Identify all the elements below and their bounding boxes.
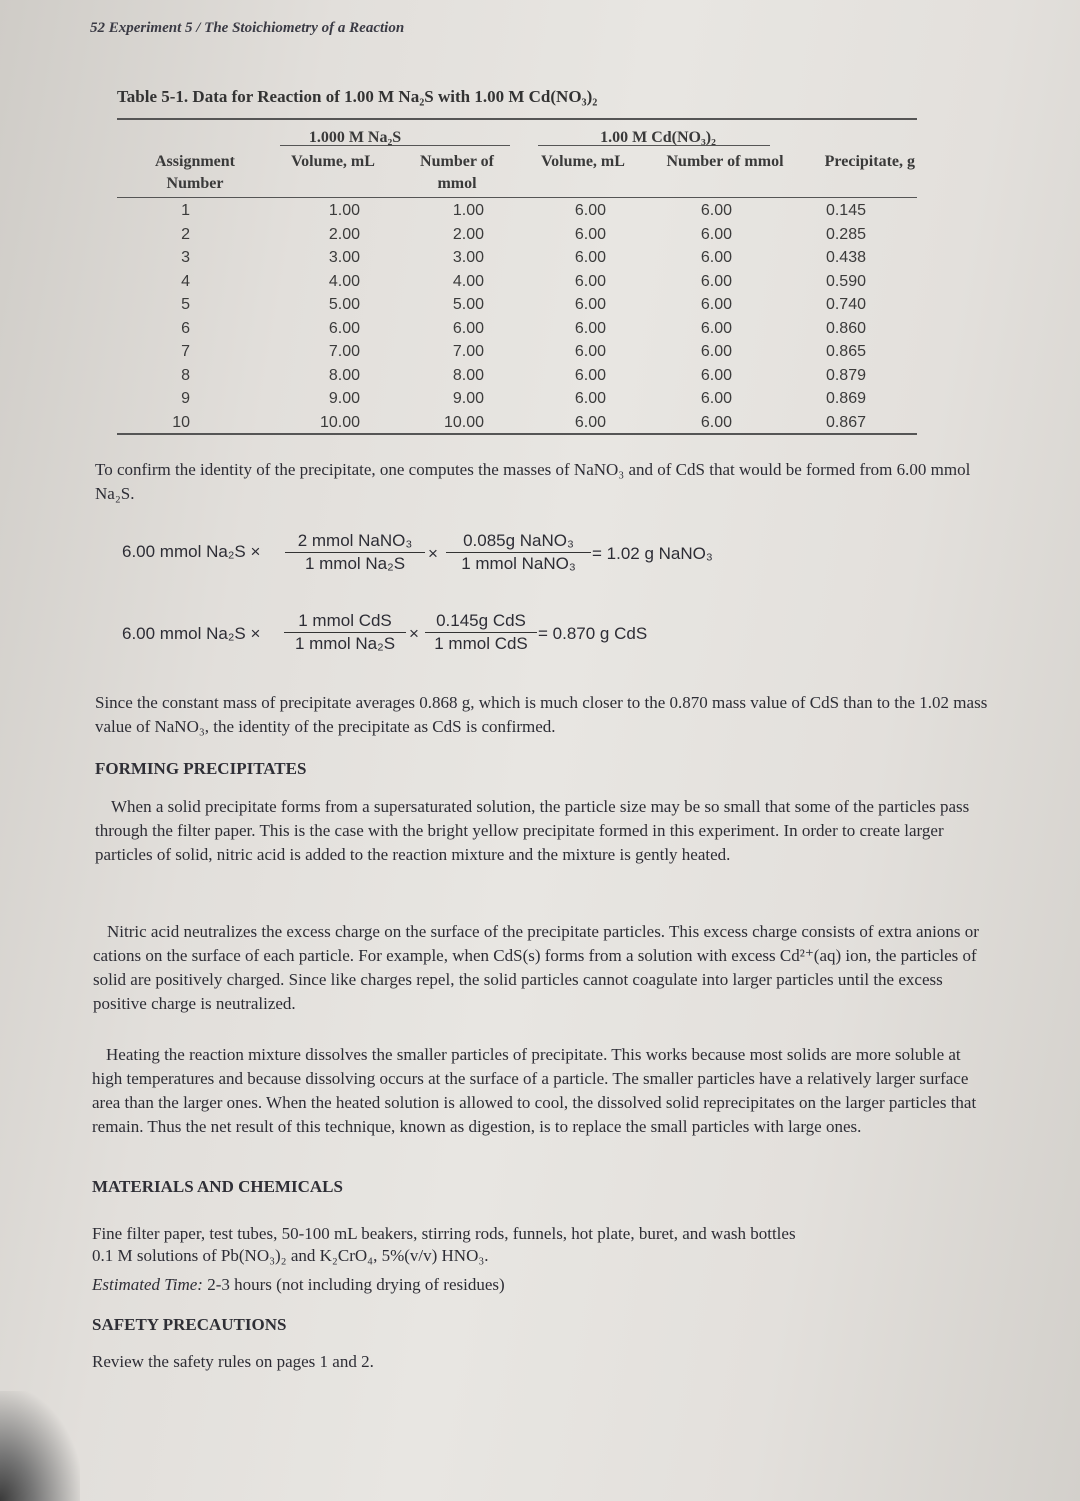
table-cell: 6.00 xyxy=(700,319,732,337)
calc1-factor1 xyxy=(285,530,425,575)
table-cell: 6.00 xyxy=(328,319,360,337)
col-header-na2s-volume: Volume, mL xyxy=(291,153,375,170)
table-cell: 8.00 xyxy=(328,366,360,384)
table-cell: 7 xyxy=(181,343,190,360)
cd-group-header: 1.00 M Cd(NO₃)₂ xyxy=(600,129,716,146)
table-cell: 6.00 xyxy=(700,296,732,313)
table-cell: 6.00 xyxy=(700,225,732,243)
calc1-factor1-denominator: 1 mmol Na₂S xyxy=(304,554,406,573)
table-cell: 6.00 xyxy=(700,272,732,290)
col-header-precipitate: Precipitate, g xyxy=(824,153,915,170)
table-header-rule xyxy=(117,197,917,198)
table-cell: 10.00 xyxy=(443,413,484,431)
estimated-time-value: 2-3 hours (not including drying of residues) xyxy=(207,1275,505,1294)
table-cell: 9 xyxy=(181,390,190,407)
table-cell: 7.00 xyxy=(452,343,484,360)
table-cell: 10.00 xyxy=(319,413,360,431)
table-cell: 2.00 xyxy=(328,225,360,243)
table-cell: 5 xyxy=(181,296,190,313)
estimated-time-label: Estimated Time: xyxy=(92,1275,203,1294)
table-cell: 8.00 xyxy=(452,366,484,384)
intro-paragraph: To confirm the identity of the precipitate, one computes the masses of NaNO₃ and of CdS that would be formed from 6.00 mmol Na₂S. xyxy=(95,460,971,503)
table-cell: 1.00 xyxy=(328,202,360,219)
col-header-cd-mmol: Number of mmol xyxy=(666,153,784,170)
table-title: Table 5-1. Data for Reaction of 1.00 M Na₂S with 1.00 M Cd(NO₃)₂ xyxy=(117,87,598,106)
calc1-factor2-numerator: 0.085g NaNO₃ xyxy=(446,530,591,553)
table-cell: 2 xyxy=(181,225,190,243)
calc1-times: × xyxy=(428,544,438,563)
table-cell: 0.740 xyxy=(825,296,866,313)
conclusion-paragraph: Since the constant mass of precipitate averages 0.868 g, which is much closer to the 0.870 mass value of CdS than to the 1.02 mass value of NaNO₃, the identity of the precipitate as CdS is confirmed. xyxy=(95,693,988,736)
table-cell: 3 xyxy=(181,249,190,266)
calc2-times: × xyxy=(409,624,419,643)
calc2-factor1 xyxy=(284,610,406,655)
table-cell: 9.00 xyxy=(452,390,484,407)
table-cell: 0.867 xyxy=(825,413,866,431)
table-cell: 2.00 xyxy=(452,225,484,243)
hand-shadow xyxy=(0,1391,80,1501)
table-cell: 6.00 xyxy=(574,272,606,290)
table-cell: 8 xyxy=(181,366,190,384)
calc2-factor2 xyxy=(425,610,537,655)
table-cell: 6.00 xyxy=(700,390,732,407)
table-cell: 6 xyxy=(181,319,190,337)
table-cell: 6.00 xyxy=(574,390,606,407)
table-cell: 6.00 xyxy=(700,413,732,431)
table-cell: 0.590 xyxy=(825,272,866,290)
calc2-result: = 0.870 g CdS xyxy=(538,624,648,643)
table-cell: 6.00 xyxy=(574,343,606,360)
table-cell: 1 xyxy=(181,202,190,219)
na2s-group-header: 1.000 M Na₂S xyxy=(308,129,402,146)
table-cell: 5.00 xyxy=(328,296,360,313)
table-cell: 6.00 xyxy=(452,319,484,337)
table-cell: 0.869 xyxy=(825,390,866,407)
table-cell: 6.00 xyxy=(700,343,732,360)
materials-line-1: Fine filter paper, test tubes, 50-100 mL beakers, stirring rods, funnels, hot plate, buret, and wash bottles xyxy=(92,1224,796,1243)
col-header-assignment: Assignment Number xyxy=(154,153,235,192)
table-cell: 4.00 xyxy=(452,272,484,290)
table-cell: 6.00 xyxy=(700,249,732,266)
table-cell: 6.00 xyxy=(574,249,606,266)
table-cell: 0.860 xyxy=(825,319,866,337)
table-cell: 6.00 xyxy=(700,202,732,219)
table-cell: 3.00 xyxy=(452,249,484,266)
forming-paragraph-1: When a solid precipitate forms from a supersaturated solution, the particle size may be so small that some of the particles pass through the filter paper. This is the case with the bright yellow precipitate formed in this experiment. In order to create larger particles of solid, nitric acid is added to the reaction mixture and the mixture is gently heated. xyxy=(95,797,970,864)
safety-text: Review the safety rules on pages 1 and 2. xyxy=(92,1352,374,1371)
table-cell: 1.00 xyxy=(452,202,484,219)
table-cell: 4.00 xyxy=(328,272,360,290)
calc2-lead: 6.00 mmol Na₂S × xyxy=(122,624,261,643)
table-cell: 0.438 xyxy=(825,249,866,266)
table-cell: 6.00 xyxy=(574,319,606,337)
materials-line-2: 0.1 M solutions of Pb(NO₃)₂ and K₂CrO₄, 5%(v/v) HNO₃. xyxy=(92,1246,489,1265)
table-cell: 6.00 xyxy=(574,296,606,313)
forming-paragraph-3: Heating the reaction mixture dissolves the smaller particles of precipitate. This works because most solids are more soluble at high temperatures and because dissolving occurs at the surface of a particle. The smaller particles have a relatively larger surface area than the larger ones. When the heated solution is allowed to cool, the dissolved solid reprecipitates on the larger particles that remain. Thus the net result of this technique, known as digestion, is to replace the small particles with large ones. xyxy=(92,1045,977,1136)
table-cell: 6.00 xyxy=(574,225,606,243)
table-cell: 0.865 xyxy=(825,343,866,360)
table-cell: 4 xyxy=(181,272,190,290)
page-header: 52 Experiment 5 / The Stoichiometry of a Reaction xyxy=(90,20,405,36)
table-top-rule xyxy=(117,118,917,120)
table-cell: 0.145 xyxy=(825,202,866,219)
table-cell: 5.00 xyxy=(452,296,484,313)
table-cell: 7.00 xyxy=(328,343,360,360)
materials-heading: MATERIALS AND CHEMICALS xyxy=(92,1177,343,1196)
col-header-cd-volume: Volume, mL xyxy=(541,153,625,170)
table-cell: 6.00 xyxy=(574,202,606,219)
calc2-factor2-denominator: 1 mmol CdS xyxy=(434,634,528,653)
table-cell: 9.00 xyxy=(328,390,360,407)
estimated-time xyxy=(92,1273,992,1297)
calc1-factor2 xyxy=(446,530,591,575)
calc2-factor2-numerator: 0.145g CdS xyxy=(425,610,537,633)
forming-paragraph-2: Nitric acid neutralizes the excess charge on the surface of the precipitate particles. This excess charge consists of extra anions or cations on the surface of each particle. For example, when CdS(s) forms from a solution with excess Cd²⁺(aq) ion, the particles of solid are positively charged. Since like charges repel, the solid particles cannot coagulate into larger particles until the excess positive charge is neutralized. xyxy=(93,922,979,1013)
calc1-result: = 1.02 g NaNO₃ xyxy=(592,544,713,563)
col-header-na2s-mmol: Number of mmol xyxy=(420,153,494,192)
table-cell: 0.285 xyxy=(825,225,866,243)
safety-heading: SAFETY PRECAUTIONS xyxy=(92,1315,287,1334)
forming-precipitates-heading: FORMING PRECIPITATES xyxy=(95,759,307,778)
table-cell: 6.00 xyxy=(700,366,732,384)
table-cell: 3.00 xyxy=(328,249,360,266)
calc1-factor2-denominator: 1 mmol NaNO₃ xyxy=(461,554,576,573)
table-cell: 0.879 xyxy=(825,366,866,384)
calc1-lead: 6.00 mmol Na₂S × xyxy=(122,542,261,561)
calc2-factor1-denominator: 1 mmol Na₂S xyxy=(294,634,396,653)
calc1-factor1-numerator: 2 mmol NaNO₃ xyxy=(285,530,425,553)
table-cell: 6.00 xyxy=(574,366,606,384)
table-cell: 10 xyxy=(172,413,190,431)
table-cell: 6.00 xyxy=(574,413,606,431)
calc2-factor1-numerator: 1 mmol CdS xyxy=(284,610,406,633)
